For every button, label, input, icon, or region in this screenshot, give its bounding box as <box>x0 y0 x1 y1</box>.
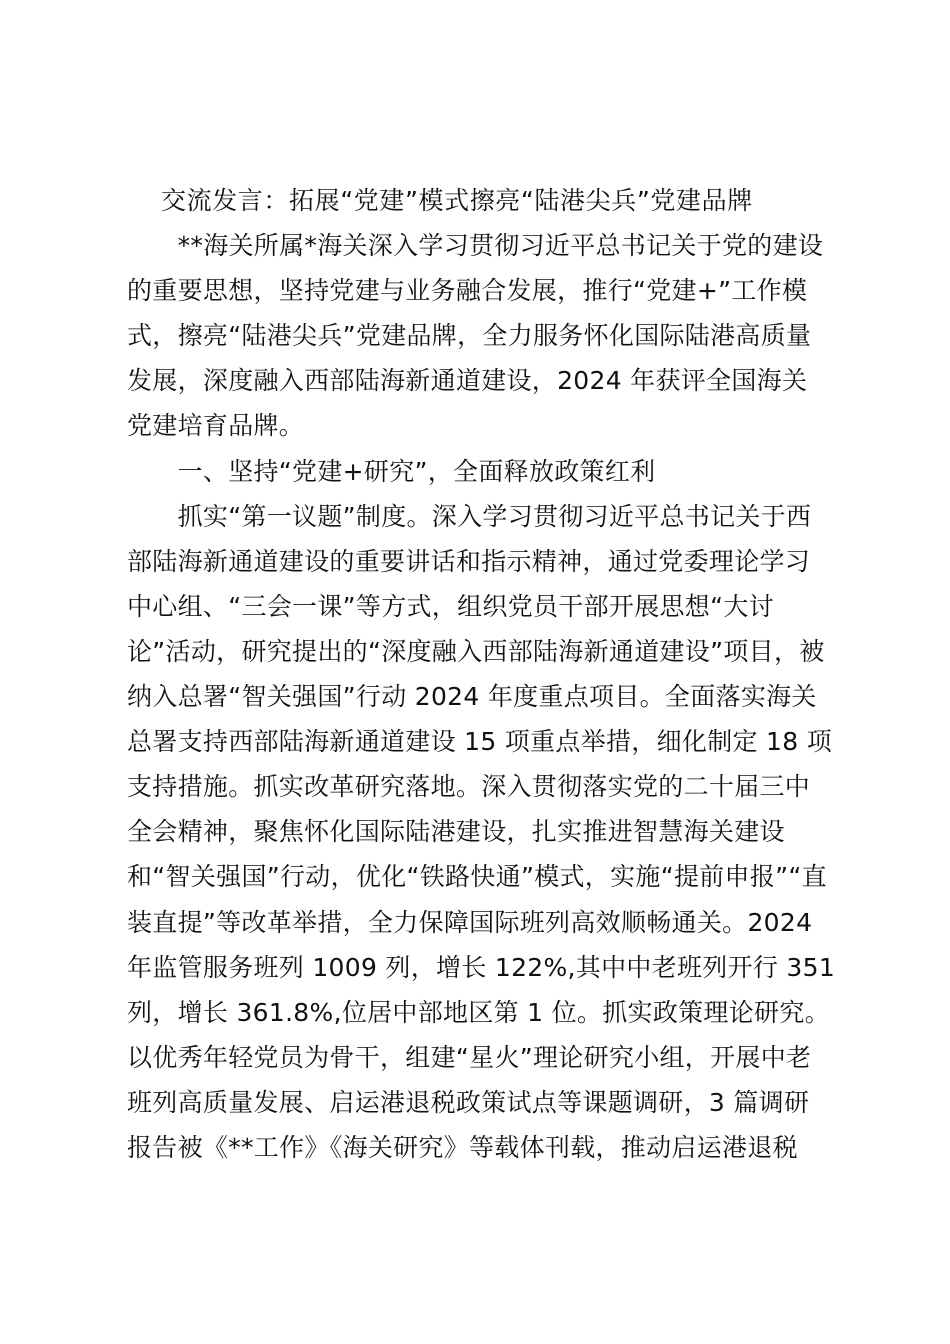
body-line: 列，增长 361.8%,位居中部地区第 1 位。抓实政策理论研究。 <box>127 997 830 1027</box>
body-line: 支持措施。抓实改革研究落地。深入贯彻落实党的二十届三中 <box>127 772 811 802</box>
body-line: **海关所属*海关深入学习贯彻习近平总书记关于党的建设 <box>127 231 824 261</box>
body-line: 论”活动，研究提出的“深度融入西部陆海新通道建设”项目，被 <box>127 636 825 666</box>
body-line: 以优秀年轻党员为骨干，组建“星火”理论研究小组，开展中老 <box>127 1042 812 1072</box>
body-line: 总署支持西部陆海新通道建设 15 项重点举措，细化制定 18 项 <box>127 727 833 757</box>
body-line: 班列高质量发展、启运港退税政策试点等课题调研，3 篇调研 <box>127 1087 810 1117</box>
body-line: 党建培育品牌。 <box>127 411 305 441</box>
section-heading: 一、坚持“党建+研究”，全面释放政策红利 <box>127 456 656 486</box>
body-line: 报告被《**工作》《海关研究》等载体刊载，推动启运港退税 <box>127 1132 798 1162</box>
body-line: 纳入总署“智关强国”行动 2024 年度重点项目。全面落实海关 <box>127 682 817 712</box>
body-line: 发展，深度融入西部陆海新通道建设，2024 年获评全国海关 <box>127 366 808 396</box>
body-line: 装直提”等改革举措，全力保障国际班列高效顺畅通关。2024 <box>127 907 813 937</box>
body-line: 的重要思想，坚持党建与业务融合发展，推行“党建+”工作模 <box>127 276 808 306</box>
body-line: 式，擦亮“陆港尖兵”党建品牌，全力服务怀化国际陆港高质量 <box>127 321 812 351</box>
body-line: 全会精神，聚焦怀化国际陆港建设，扎实推进智慧海关建设 <box>127 817 785 847</box>
document-body <box>127 178 836 1170</box>
body-line: 年监管服务班列 1009 列，增长 122%,其中中老班列开行 351 <box>127 952 836 982</box>
body-line: 部陆海新通道建设的重要讲话和指示精神，通过党委理论学习 <box>127 546 811 576</box>
body-line: 中心组、“三会一课”等方式，组织党员干部开展思想“大讨 <box>127 591 774 621</box>
body-line: 和“智关强国”行动，优化“铁路快通”模式，实施“提前申报”“直 <box>127 862 827 892</box>
body-line: 抓实“第一议题”制度。深入学习贯彻习近平总书记关于西 <box>127 501 812 531</box>
document-title: 交流发言：拓展“党建”模式擦亮“陆港尖兵”党建品牌 <box>161 186 753 215</box>
